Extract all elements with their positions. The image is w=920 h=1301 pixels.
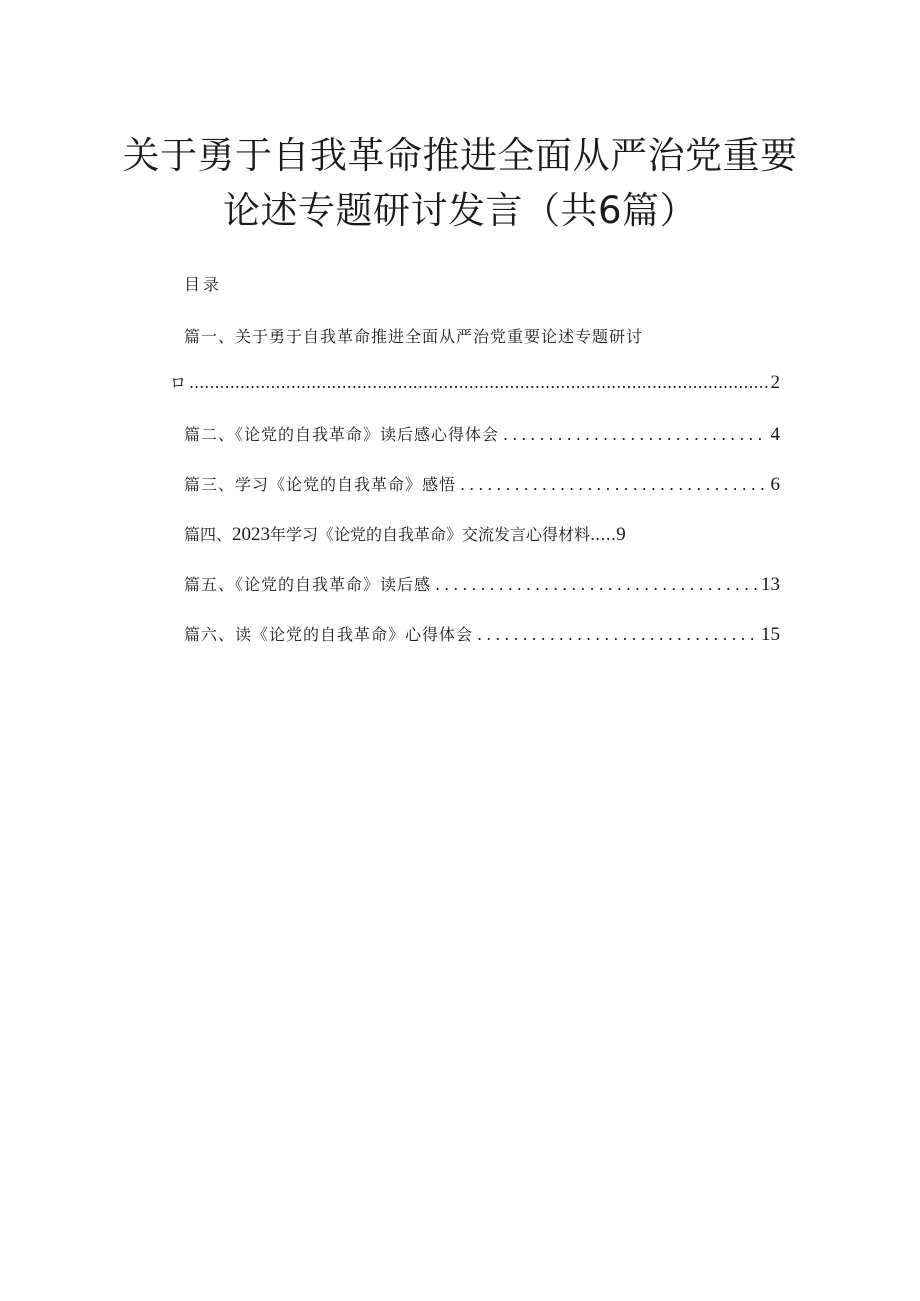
toc-entry-4-text: 年学习《论党的自我革命》交流发言心得材料 — [270, 525, 591, 544]
toc-entry-5[interactable] — [184, 572, 780, 596]
toc-entry-4-year: 2023 — [232, 524, 271, 545]
toc-entry-4-leader: ..… — [590, 525, 617, 544]
toc-leader-dots — [435, 575, 757, 594]
toc-entry-2-page: 4 — [770, 424, 780, 445]
toc-entry-6-page: 15 — [761, 624, 780, 645]
toc-leader-dots — [503, 425, 766, 444]
toc-heading: 目录 — [184, 275, 223, 294]
toc-entry-3[interactable] — [184, 472, 780, 496]
toc-entry-1-line-1[interactable]: 篇一、关于勇于自我革命推进全面从严治党重要论述专题研讨 — [184, 327, 644, 346]
toc-entry-4-page: 9 — [616, 524, 626, 545]
toc-leader-dots — [477, 625, 757, 644]
toc-entry-2-text: 篇二、《论党的自我革命》读后感心得体会 — [184, 425, 500, 444]
toc-entry-4-prefix: 篇四、 — [184, 525, 233, 544]
toc-leader-dots — [460, 475, 766, 494]
toc-entry-1-page: 2 — [770, 372, 780, 393]
toc-entry-4[interactable] — [184, 522, 626, 546]
toc-entry-3-page: 6 — [770, 474, 780, 495]
toc-leader-dots — [189, 373, 768, 392]
toc-entry-3-text: 篇三、学习《论党的自我革命》感悟 — [184, 475, 457, 494]
toc-entry-1-line-2[interactable] — [170, 370, 780, 394]
title-line-1: 关于勇于自我革命推进全面从严治党重要 — [122, 134, 798, 177]
toc-entry-1-tail: ロ — [170, 373, 188, 392]
title-line-2: 论述专题研讨发言（共6篇） — [222, 189, 698, 232]
toc-entry-5-text: 篇五、《论党的自我革命》读后感 — [184, 575, 432, 594]
toc-entry-6[interactable] — [184, 622, 780, 646]
toc-entry-6-text: 篇六、读《论党的自我革命》心得体会 — [184, 625, 474, 644]
toc-entry-5-page: 13 — [761, 574, 780, 595]
toc-entry-2[interactable] — [184, 422, 780, 446]
document-title — [0, 128, 920, 238]
